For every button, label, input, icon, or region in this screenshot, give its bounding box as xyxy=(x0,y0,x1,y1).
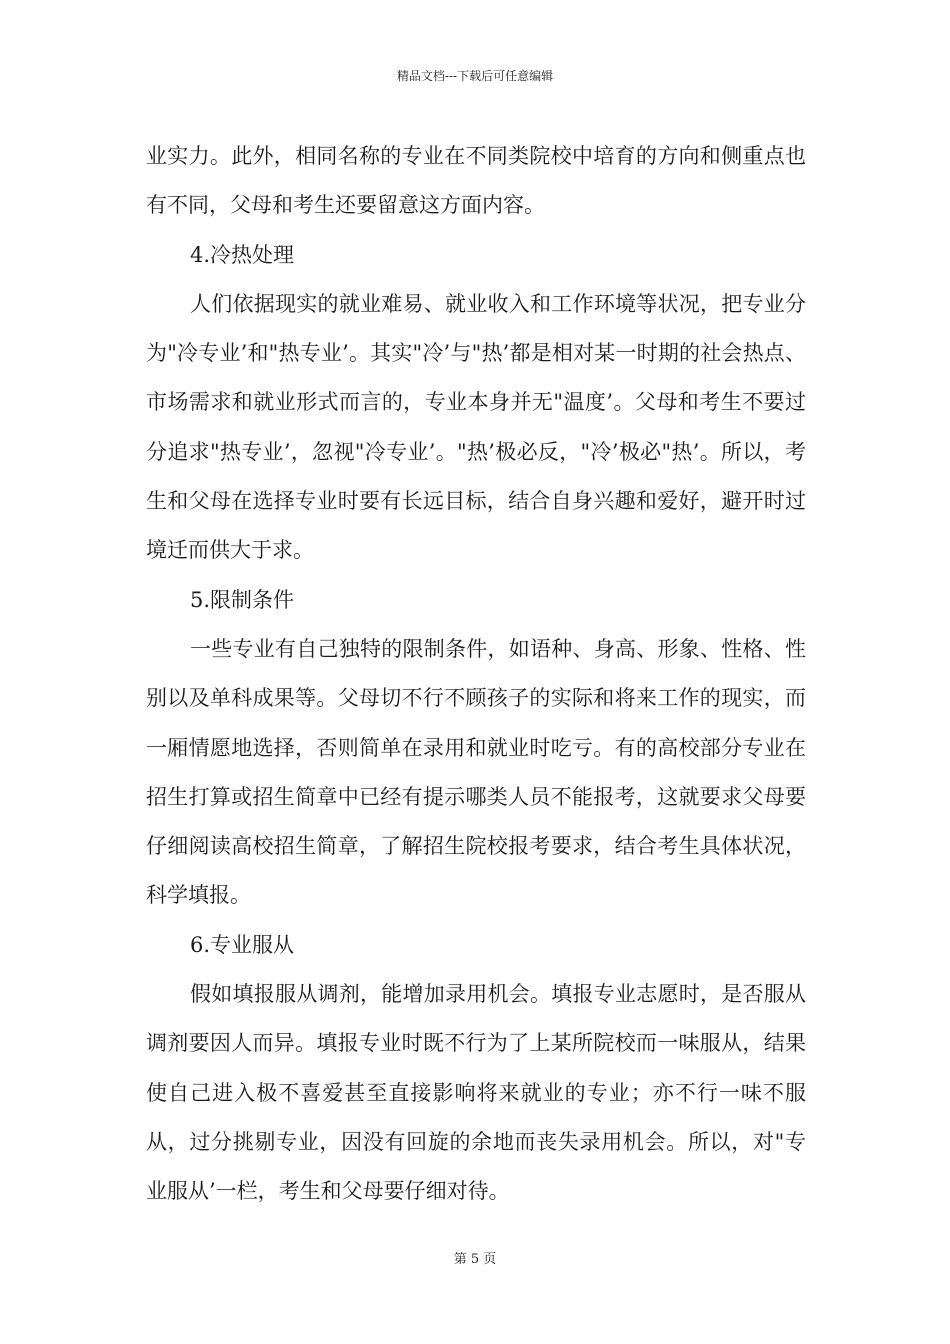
section-heading-5: 5.限制条件 xyxy=(190,587,295,612)
page-header: 精品文档---下载后可任意编辑 xyxy=(396,69,554,83)
section-heading-4: 4.冷热处理 xyxy=(190,242,295,267)
paragraph-continued: 业实力。此外，相同名称的专业在不同类院校中培育的方向和侧重点也有不同，父母和考生还要留意这方面内容。 xyxy=(146,144,806,218)
paragraph-major-adjustment: 假如填报服从调剂，能增加录用机会。填报专业志愿时，是否服从调剂要因人而异。填报专业时既不行为了上某所院校而一味服从，结果使自己进入极不喜爱甚至直接影响将来就业的专业；亦不行一味不服从，过分挑剔专业，因没有回旋的余地而丧失录用机会。所以，对"专业服从’一栏，考生和父母要仔细对待。 xyxy=(146,982,806,1204)
paragraph-hot-cold: 人们依据现实的就业难易、就业收入和工作环境等状况，把专业分为"冷专业’和"热专业’。其实"冷’与"热’都是相对某一时期的社会热点、市场需求和就业形式而言的，专业本身并无"温度’。父母和考生不要过分追求"热专业’，忽视"冷专业’。"热’极必反，"冷’极必"热’。所以，考生和父母在选择专业时要有长远目标，结合自身兴趣和爱好，避开时过境迁而供大于求。 xyxy=(146,291,806,563)
document-body xyxy=(146,132,806,1217)
section-heading-6: 6.专业服从 xyxy=(190,932,295,957)
page-number: 第 5 页 xyxy=(453,1252,497,1267)
paragraph-restrictions: 一些专业有自己独特的限制条件，如语种、身高、形象、性格、性别以及单科成果等。父母切不行不顾孩子的实际和将来工作的现实，而一厢情愿地选择，否则简单在录用和就业时吃亏。有的高校部分专业在招生打算或招生简章中已经有提示哪类人员不能报考，这就要求父母要仔细阅读高校招生简章，了解招生院校报考要求，结合考生具体状况，科学填报。 xyxy=(146,636,806,908)
